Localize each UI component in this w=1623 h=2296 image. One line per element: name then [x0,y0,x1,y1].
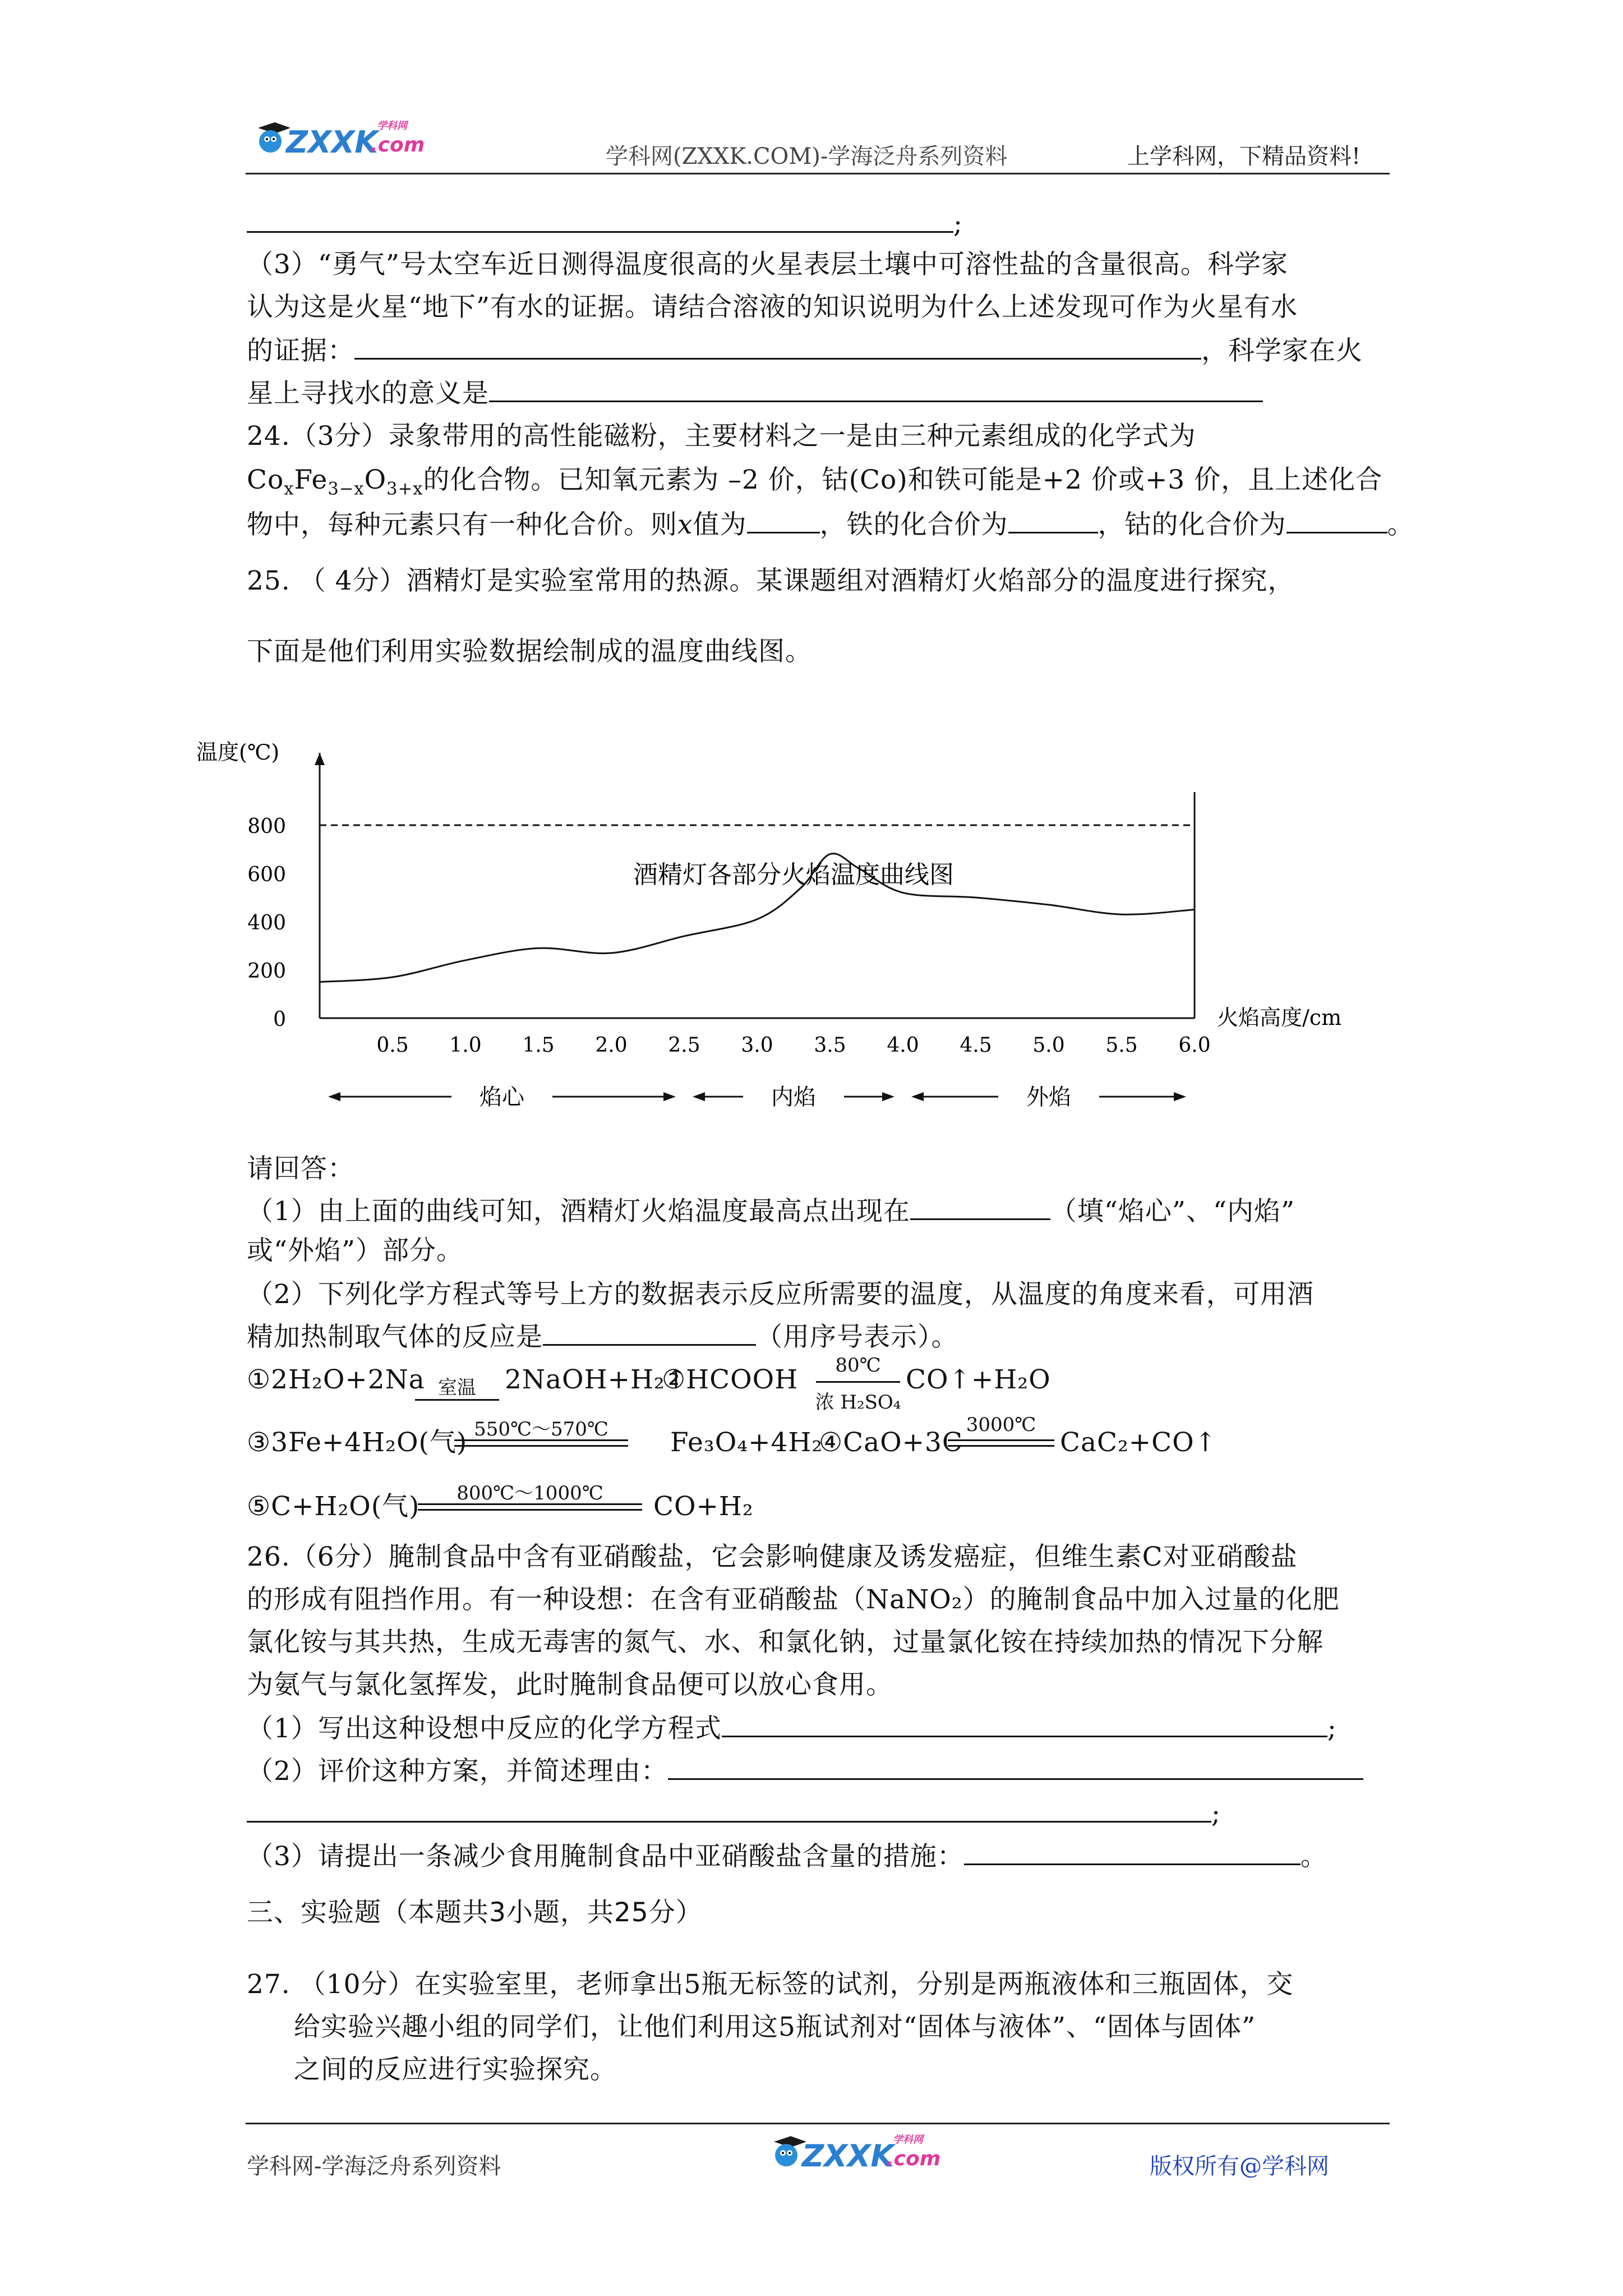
y-tick-label: 400 [247,912,286,935]
answer-blank[interactable] [722,1711,1327,1737]
mascot-icon [763,2132,808,2177]
answer-blank[interactable] [1287,507,1387,533]
q24-line3-a: 物中，每种元素只有一种化合价。则 [247,509,677,540]
logo-badge: 学科网 [893,2134,923,2146]
answer-blank[interactable] [354,333,1201,360]
eq2-condition-top: 80℃ [835,1354,881,1377]
eq4-left: ④CaO+3C [819,1427,963,1458]
footer-left: 学科网-学海泛舟系列资料 [247,2154,501,2179]
eq4-arrow [948,1439,1054,1441]
q26-p1-text: （1）写出这种设想中反应的化学方程式 [247,1713,722,1744]
q24-line3-e: 。 [1387,509,1414,540]
q26-p1-semicolon: ; [1327,1713,1337,1744]
x-tick-label: 2.0 [595,1034,628,1057]
x-tick-label: 3.0 [741,1034,773,1057]
y-tick-label: 0 [273,1008,286,1031]
eq4-condition: 3000℃ [966,1414,1036,1436]
eq1-arrow [415,1399,499,1401]
q26-line1: 26.（6分）腌制食品中含有亚硝酸盐，它会影响健康及诱发癌症，但维生素C对亚硝酸盐 [247,1542,1298,1572]
q26-p3-text: （3）请提出一条减少食用腌制食品中亚硝酸盐含量的措施： [247,1841,964,1872]
q25-p1-line1 [247,1194,1295,1228]
mascot-icon [247,118,292,163]
y-axis-label: 温度(℃) [196,740,280,765]
region-label: 焰心 [479,1084,524,1110]
q27-line1: 27. （10分）在实验室里，老师拿出5瓶无标签的试剂，分别是两瓶液体和三瓶固体，交 [247,1969,1294,2000]
q25-prompt: 请回答： [247,1153,354,1184]
region-arrowhead-left [693,1092,705,1101]
q24-line3-c: ，铁的化合价为 [819,509,1008,540]
header-site: 学科网(ZXXK.COM)-学海泛舟系列资料 [606,144,1008,169]
q23-p3-line1: （3）“勇气”号太空车近日测得温度很高的火星表层土壤中可溶性盐的含量很高。科学家 [247,249,1288,280]
eq1-right: 2NaOH+H₂↑ [505,1364,688,1395]
q26-line4: 为氨气与氯化氢挥发，此时腌制食品便可以放心食用。 [247,1669,893,1700]
footer-logo[interactable] [763,2132,948,2177]
answer-blank[interactable] [747,507,820,533]
chart-title: 酒精灯各部分火焰温度曲线图 [633,861,954,890]
q23-p3-line3 [247,333,1363,368]
formula-o: O [364,464,387,495]
q26-p3 [247,1839,1327,1874]
q24-var-x: x [677,509,693,540]
x-tick-label: 0.5 [376,1034,409,1057]
region-arrowhead-left [911,1092,924,1101]
q25-p1-line1-a: （1）由上面的曲线可知，酒精灯火焰温度最高点出现在 [247,1196,910,1227]
logo-text: ZXXK [802,2138,895,2174]
logo-suffix: .com [886,2147,941,2170]
q23-p3-line3-b: ，科学家在火 [1201,335,1363,366]
eq3-arrow [454,1439,628,1441]
eq3-arrow-2 [454,1445,628,1447]
q23-tail-punct: ; [953,209,963,240]
q24-line3-b: 值为 [693,509,747,540]
logo-badge: 学科网 [377,120,407,132]
q23-p3-line2: 认为这是火星“地下”有水的证据。请结合溶液的知识说明为什么上述发现可作为火星有水 [247,292,1298,323]
x-tick-label: 1.0 [449,1034,482,1057]
q26-p3-period: 。 [1300,1841,1327,1872]
section3-title: 三、实验题（本题共3小题，共25分） [247,1897,703,1928]
eq3-right: Fe₃O₄+4H₂ [670,1427,823,1458]
header-logo[interactable] [247,118,432,163]
answer-blank[interactable] [247,1796,1211,1823]
q26-p2-continue [247,1796,1221,1831]
region-arrowhead-left [328,1092,340,1101]
eq2-left: ②HCOOH [662,1364,799,1395]
q23-p3-line4 [247,376,1263,411]
x-axis-label: 火焰高度/cm [1217,1005,1342,1030]
q24-line1: 24.（3分）录象带用的高性能磁粉，主要材料之一是由三种元素组成的化学式为 [247,421,1196,452]
eq4-arrow-2 [948,1445,1054,1447]
q24-line2 [247,463,1382,506]
y-tick-label: 600 [247,863,286,886]
footer-rule [246,2123,1390,2124]
q23-p3-line3-a: 的证据： [247,335,354,366]
eq3-left: ③3Fe+4H₂O(气) [247,1427,468,1458]
temperature-chart [185,690,1464,1116]
footer-right[interactable]: 版权所有@学科网 [1150,2154,1329,2179]
q23-p3-line4-a: 星上寻找水的意义是 [247,378,489,409]
answer-blank[interactable] [247,206,953,233]
x-tick-label: 6.0 [1178,1034,1211,1057]
q25-p2-line2-a: 精加热制取气体的反应是 [247,1322,543,1352]
y-tick-label: 200 [247,960,286,983]
logo-text: ZXXK [286,125,379,160]
answer-blank[interactable] [1008,507,1098,533]
eq1-condition: 室温 [438,1377,476,1399]
eq2-arrow [816,1381,900,1383]
q26-line3: 氯化铵与其共热，生成无毒害的氮气、水、和氯化钠，过量氯化铵在持续加热的情况下分解 [247,1627,1324,1658]
eq5-arrow-2 [418,1509,642,1511]
answer-blank[interactable] [543,1319,756,1346]
eq5-condition: 800℃～1000℃ [457,1482,603,1504]
header-rule [246,173,1390,174]
y-tick-label: 800 [247,815,286,838]
region-arrowhead-right [882,1092,895,1101]
q25-p2-line1: （2）下列化学方程式等号上方的数据表示反应所需要的温度，从温度的角度来看，可用酒 [247,1279,1314,1310]
formula-sub-3mx: 3−x [328,479,365,499]
q25-p1-line1-b: （填“焰心”、“内焰” [1050,1196,1295,1227]
x-tick-label: 4.5 [960,1034,992,1057]
eq2-condition-bottom: 浓 H₂SO₄ [815,1391,901,1414]
x-tick-label: 3.5 [814,1034,846,1057]
q27-line3: 之间的反应进行实验探究。 [294,2054,617,2085]
q25-p1-line2: 或“外焰”）部分。 [247,1235,464,1266]
q26-line2: 的形成有阻挡作用。有一种设想：在含有亚硝酸盐（NaNO₂）的腌制食品中加入过量的化肥 [247,1584,1340,1615]
header-slogan: 上学科网，下精品资料! [1127,144,1361,169]
x-tick-label: 4.0 [887,1034,919,1057]
formula-sub-x: x [284,479,294,499]
x-tick-label: 5.0 [1032,1034,1065,1057]
y-axis-arrow [315,753,325,765]
q26-p2-semicolon: ; [1211,1798,1221,1829]
region-label: 外焰 [1026,1084,1071,1110]
x-tick-label: 2.5 [668,1034,700,1057]
q24-line3-d: ，钴的化合价为 [1098,509,1287,540]
formula-fe: Fe [294,464,328,495]
eq5-right: CO+H₂ [653,1491,754,1522]
q24-line3 [247,507,1414,542]
q26-p1 [247,1711,1337,1746]
q26-p2 [247,1754,1363,1788]
eq2-right: CO↑+H₂O [906,1364,1051,1395]
eq3-condition: 550℃～570℃ [474,1418,608,1441]
q25-line2: 下面是他们利用实验数据绘制成的温度曲线图。 [247,636,812,667]
q24-line2-rest: 的化合物。已知氧元素为 –2 价，钴(Co)和铁可能是+2 价或+3 价，且上述化合 [423,464,1383,495]
answer-blank[interactable] [964,1839,1301,1865]
answer-blank[interactable] [668,1754,1363,1780]
answer-blank[interactable] [910,1194,1050,1220]
q23-answer-line [247,206,963,241]
region-arrowhead-right [1174,1092,1186,1101]
q26-p2-text: （2）评价这种方案，并简述理由： [247,1756,668,1787]
q25-p2-line2-b: （用序号表示）。 [756,1322,958,1352]
answer-blank[interactable] [489,376,1263,402]
eq5-arrow [418,1503,642,1505]
q27-line2: 给实验兴趣小组的同学们，让他们利用这5瓶试剂对“固体与液体”、“固体与固体” [294,2012,1256,2042]
q25-p2-line2 [247,1319,958,1354]
eq1-left: ①2H₂O+2Na [247,1364,425,1395]
logo-suffix: .com [370,134,425,157]
x-tick-label: 1.5 [522,1034,555,1057]
x-tick-label: 5.5 [1105,1034,1138,1057]
q25-line1: 25. （ 4分）酒精灯是实验室常用的热源。某课题组对酒精灯火焰部分的温度进行探究， [247,565,1295,596]
formula-co: Co [247,464,284,495]
eq5-left: ⑤C+H₂O(气) [247,1491,420,1522]
region-label: 内焰 [771,1084,816,1110]
region-arrowhead-right [663,1092,676,1101]
formula-sub-3px: 3+x [386,479,423,499]
eq4-right: CaC₂+CO↑ [1060,1427,1218,1458]
